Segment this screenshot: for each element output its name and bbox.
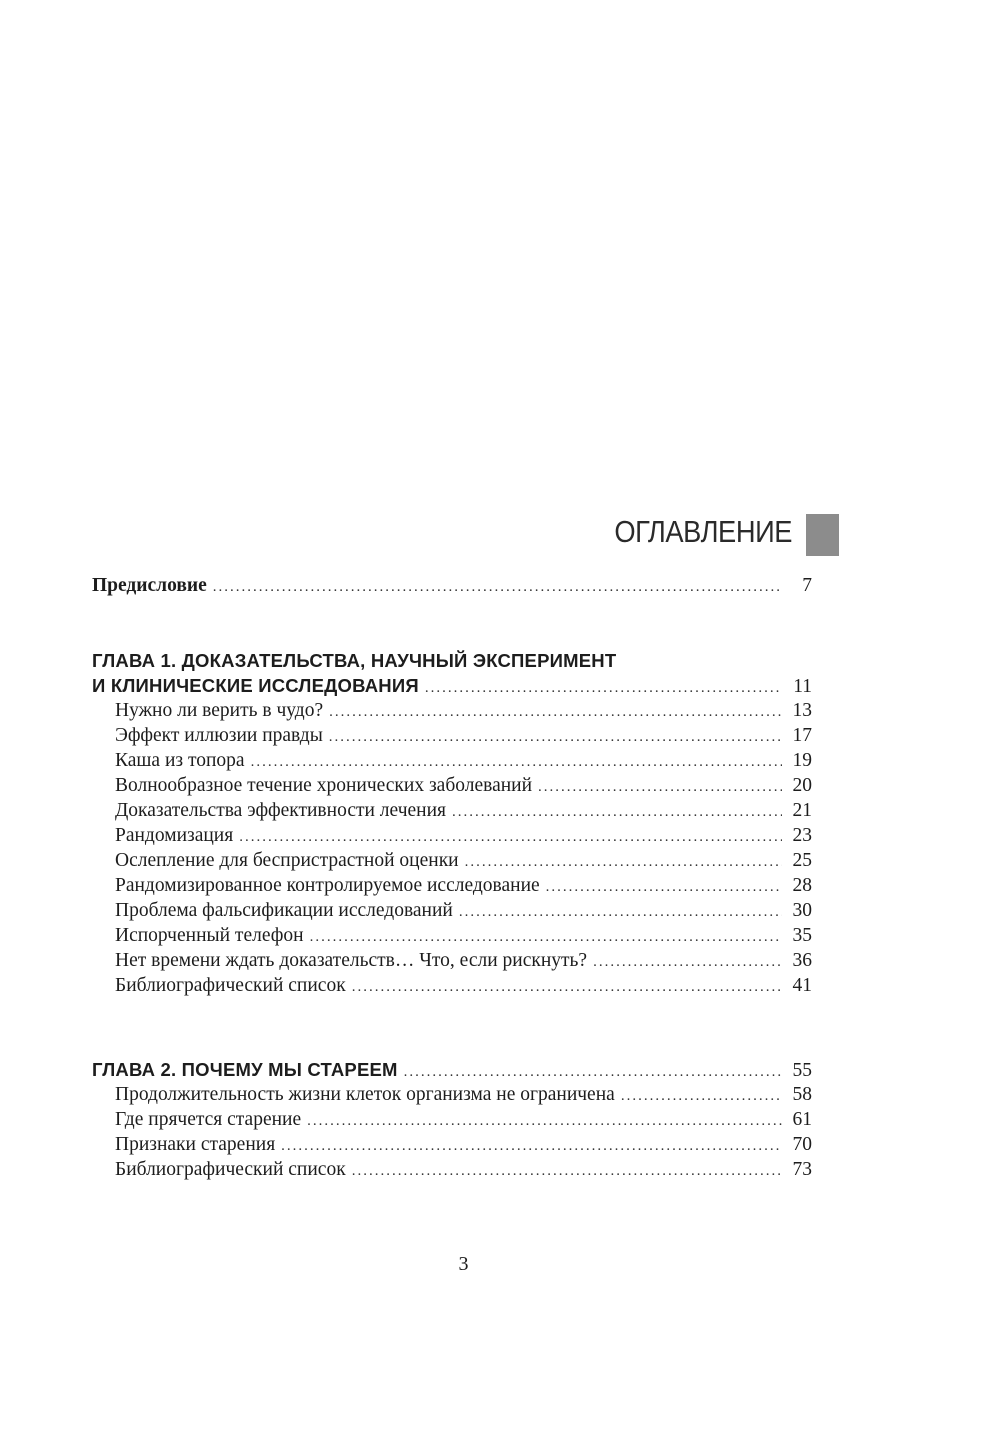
toc-section[interactable] xyxy=(92,698,812,723)
section-page: 58 xyxy=(792,1084,812,1105)
section-page: 21 xyxy=(792,800,812,821)
section-title: Признаки старения xyxy=(115,1134,276,1155)
entry-page: 11 xyxy=(793,676,812,697)
dot-leader xyxy=(239,825,782,850)
dot-leader xyxy=(329,725,782,750)
toc-entry-preface[interactable] xyxy=(92,573,812,598)
dot-leader xyxy=(310,925,782,950)
entry-title: Предисловие xyxy=(92,575,207,596)
dot-leader xyxy=(307,1109,782,1134)
chapter-1-title-line2: И КЛИНИЧЕСКИЕ ИССЛЕДОВАНИЯ xyxy=(92,675,419,696)
section-title: Испорченный телефон xyxy=(115,925,304,946)
toc-section[interactable] xyxy=(92,773,812,798)
dot-leader xyxy=(621,1084,782,1109)
chapter-2-title: ГЛАВА 2. ПОЧЕМУ МЫ СТАРЕЕМ xyxy=(92,1059,398,1080)
section-page: 17 xyxy=(792,725,812,746)
entry-page: 7 xyxy=(802,575,812,596)
section-title: Каша из топора xyxy=(115,750,245,771)
dot-leader xyxy=(546,875,782,900)
toc-preface xyxy=(92,573,812,598)
section-title: Где прячется старение xyxy=(115,1109,302,1130)
dot-leader xyxy=(593,950,782,975)
heading-decor-block xyxy=(806,514,839,556)
chapter-1-title-line1[interactable]: ГЛАВА 1. ДОКАЗАТЕЛЬСТВА, НАУЧНЫЙ ЭКСПЕРИМЕНТ xyxy=(92,650,617,671)
entry-page: 55 xyxy=(792,1060,812,1081)
toc-section[interactable] xyxy=(92,948,812,973)
section-title: Продолжительность жизни клеток организма не ограничена xyxy=(115,1084,615,1105)
dot-leader xyxy=(452,800,782,825)
dot-leader xyxy=(425,676,782,701)
section-page: 35 xyxy=(792,925,812,946)
toc-chapter-2 xyxy=(92,1057,812,1182)
toc-section[interactable] xyxy=(92,823,812,848)
section-page: 61 xyxy=(792,1109,812,1130)
section-page: 20 xyxy=(792,775,812,796)
toc-entry-chapter-1[interactable] xyxy=(92,673,812,698)
section-page: 28 xyxy=(792,875,812,896)
toc-section[interactable] xyxy=(92,848,812,873)
section-page: 36 xyxy=(792,950,812,971)
toc-entry-chapter-2[interactable] xyxy=(92,1057,812,1082)
section-title: Проблема фальсификации исследований xyxy=(115,900,453,921)
toc-section[interactable] xyxy=(92,873,812,898)
section-title: Нет времени ждать доказательств… Что, если рискнуть? xyxy=(115,950,588,971)
section-page: 41 xyxy=(792,975,812,996)
section-title: Ослепление для беспристрастной оценки xyxy=(115,850,459,871)
section-title: Волнообразное течение хронических заболеваний xyxy=(115,775,533,796)
page-number: 3 xyxy=(458,1253,469,1275)
section-page: 25 xyxy=(792,850,812,871)
section-title: Рандомизированное контролируемое исследование xyxy=(115,875,540,896)
dot-leader xyxy=(459,900,782,925)
toc-heading: ОГЛАВЛЕНИЕ xyxy=(614,514,792,549)
section-page: 30 xyxy=(792,900,812,921)
dot-leader xyxy=(465,850,782,875)
dot-leader xyxy=(538,775,782,800)
toc-section[interactable] xyxy=(92,898,812,923)
dot-leader xyxy=(251,750,782,775)
section-page: 73 xyxy=(792,1159,812,1180)
section-page: 70 xyxy=(792,1134,812,1155)
toc-section[interactable] xyxy=(92,748,812,773)
section-title: Рандомизация xyxy=(115,825,234,846)
toc-section[interactable] xyxy=(92,1107,812,1132)
dot-leader xyxy=(352,975,782,1000)
dot-leader xyxy=(213,575,782,600)
section-page: 23 xyxy=(792,825,812,846)
section-title: Нужно ли верить в чудо? xyxy=(115,700,324,721)
section-title: Библиографический список xyxy=(115,975,346,996)
toc-section[interactable] xyxy=(92,923,812,948)
toc-section[interactable] xyxy=(92,1132,812,1157)
toc-chapter-1 xyxy=(92,648,812,998)
toc-section[interactable] xyxy=(92,798,812,823)
toc-section[interactable] xyxy=(92,723,812,748)
dot-leader xyxy=(352,1159,782,1184)
section-title: Эффект иллюзии правды xyxy=(115,725,323,746)
section-page: 13 xyxy=(792,700,812,721)
section-title: Библиографический список xyxy=(115,1159,346,1180)
section-page: 19 xyxy=(792,750,812,771)
toc-section[interactable] xyxy=(92,1157,812,1182)
dot-leader xyxy=(329,700,782,725)
dot-leader xyxy=(281,1134,782,1159)
section-title: Доказательства эффективности лечения xyxy=(115,800,447,821)
toc-section[interactable] xyxy=(92,973,812,998)
toc-section[interactable] xyxy=(92,1082,812,1107)
